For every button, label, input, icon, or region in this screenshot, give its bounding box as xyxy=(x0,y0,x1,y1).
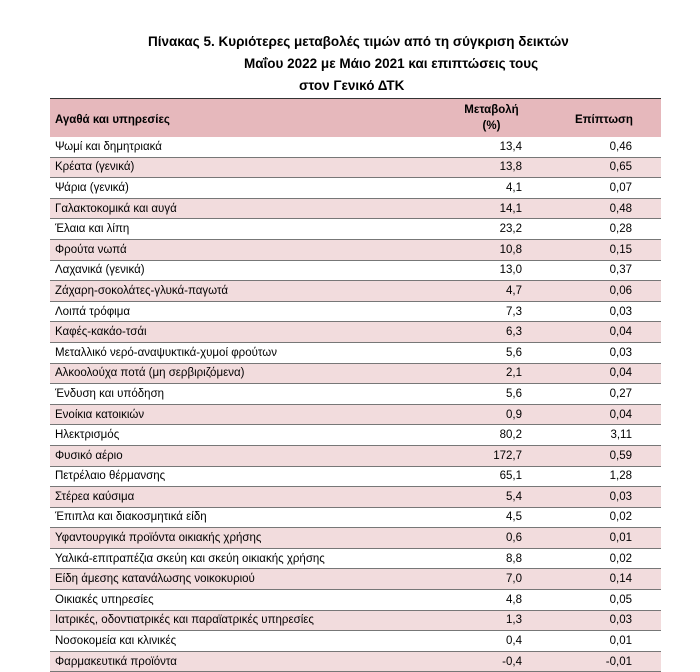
header-change-line1: Μεταβολή xyxy=(464,103,519,116)
row-change: 0,9 xyxy=(506,408,522,421)
row-change: 7,0 xyxy=(506,573,522,586)
table-row xyxy=(50,137,661,158)
table-row xyxy=(50,363,661,384)
row-impact: 0,02 xyxy=(609,552,632,565)
title-line-2: Μαΐου 2022 με Μάιο 2021 και επιπτώσεις τους xyxy=(244,56,539,71)
table-row xyxy=(50,548,661,569)
row-name: Κρέατα (γενικά) xyxy=(55,161,135,174)
table-row xyxy=(50,507,661,528)
row-impact: 0,28 xyxy=(609,223,632,236)
row-name: Ιατρικές, οδοντιατρικές και παραϊατρικές υπηρεσίες xyxy=(55,614,314,627)
row-impact: -0,01 xyxy=(605,655,632,668)
row-impact: 0,15 xyxy=(609,243,632,256)
table-row xyxy=(50,260,661,281)
row-impact: 0,06 xyxy=(609,284,632,297)
row-name: Υφαντουργικά προϊόντα οικιακής χρήσης xyxy=(55,532,262,545)
table-row xyxy=(50,178,661,199)
title-line-1: Πίνακας 5. Κυριότερες μεταβολές τιμών από τη σύγκριση δεικτών xyxy=(148,34,569,49)
price-changes-table xyxy=(50,98,661,672)
table-row xyxy=(50,425,661,446)
row-impact: 0,07 xyxy=(609,181,632,194)
table-row xyxy=(50,384,661,405)
price-changes-table-container xyxy=(50,98,661,672)
table-row xyxy=(50,651,661,672)
table-row xyxy=(50,569,661,590)
title-line-3: στον Γενικό ΔΤΚ xyxy=(299,78,405,93)
row-name: Στέρεα καύσιμα xyxy=(55,490,135,503)
table-row xyxy=(50,281,661,302)
table-row xyxy=(50,590,661,611)
row-change: 14,1 xyxy=(499,202,522,215)
row-impact: 0,65 xyxy=(609,161,632,174)
row-change: 8,8 xyxy=(506,552,522,565)
row-name: Ηλεκτρισμός xyxy=(55,429,120,442)
row-name: Είδη άμεσης κατανάλωσης νοικοκυριού xyxy=(55,573,255,586)
row-name: Πετρέλαιο θέρμανσης xyxy=(55,470,166,483)
row-name: Ζάχαρη-σοκολάτες-γλυκά-παγωτά xyxy=(55,284,228,297)
row-impact: 0,03 xyxy=(609,490,632,503)
row-change: 10,8 xyxy=(499,243,522,256)
row-impact: 0,03 xyxy=(609,305,632,318)
row-change: 4,1 xyxy=(506,181,522,194)
row-name: Φυσικό αέριο xyxy=(55,449,123,462)
row-impact: 0,02 xyxy=(609,511,632,524)
row-name: Έλαια και λίπη xyxy=(55,223,130,236)
row-change: 7,3 xyxy=(506,305,522,318)
row-change: 4,7 xyxy=(506,284,522,297)
table-row xyxy=(50,322,661,343)
table-row xyxy=(50,219,661,240)
row-name: Φαρμακευτικά προϊόντα xyxy=(55,655,177,668)
row-name: Ψάρια (γενικά) xyxy=(55,181,129,194)
table-row xyxy=(50,239,661,260)
table-row xyxy=(50,466,661,487)
header-change xyxy=(436,99,547,137)
row-name: Φρούτα νωπά xyxy=(55,243,127,256)
row-change: 0,6 xyxy=(506,532,522,545)
row-change: 4,8 xyxy=(506,593,522,606)
row-name: Μεταλλικό νερό-αναψυκτικά-χυμοί φρούτων xyxy=(55,346,277,359)
table-row xyxy=(50,487,661,508)
row-impact: 0,48 xyxy=(609,202,632,215)
header-impact: Επίπτωση xyxy=(575,113,633,126)
row-impact: 0,04 xyxy=(609,408,632,421)
table-row xyxy=(50,198,661,219)
row-name: Νοσοκομεία και κλινικές xyxy=(55,635,177,648)
row-change: 80,2 xyxy=(499,429,522,442)
row-impact: 0,04 xyxy=(609,326,632,339)
row-change: 13,8 xyxy=(499,161,522,174)
row-name: Ένδυση και υπόδηση xyxy=(55,387,165,400)
row-change: 2,1 xyxy=(506,367,522,380)
row-change: 13,4 xyxy=(499,140,522,153)
row-name: Οικιακές υπηρεσίες xyxy=(55,593,154,606)
row-name: Ενοίκια κατοικιών xyxy=(55,408,145,421)
row-name: Λαχανικά (γενικά) xyxy=(55,264,145,277)
row-impact: 0,37 xyxy=(609,264,632,277)
table-row xyxy=(50,301,661,322)
row-name: Καφές-κακάο-τσάι xyxy=(55,326,147,339)
row-name: Ψωμί και δημητριακά xyxy=(55,140,162,153)
row-change: -0,4 xyxy=(502,655,522,668)
row-impact: 3,11 xyxy=(610,429,632,442)
row-impact: 0,14 xyxy=(609,573,632,586)
table-row xyxy=(50,157,661,178)
row-impact: 0,01 xyxy=(609,532,632,545)
table-body xyxy=(50,137,661,672)
row-change: 23,2 xyxy=(499,223,522,236)
row-change: 13,0 xyxy=(499,264,522,277)
row-impact: 0,01 xyxy=(609,635,632,648)
row-impact: 0,05 xyxy=(609,593,632,606)
row-change: 5,4 xyxy=(506,490,522,503)
table-row xyxy=(50,404,661,425)
table-row xyxy=(50,528,661,549)
row-impact: 0,27 xyxy=(609,387,632,400)
row-change: 172,7 xyxy=(493,449,522,462)
row-change: 5,6 xyxy=(506,346,522,359)
header-goods: Αγαθά και υπηρεσίες xyxy=(55,113,170,126)
table-row xyxy=(50,342,661,363)
header-change-line2: (%) xyxy=(482,119,501,132)
table-header-row xyxy=(50,99,661,137)
row-change: 65,1 xyxy=(499,470,522,483)
row-impact: 0,04 xyxy=(609,367,632,380)
table-row xyxy=(50,631,661,652)
row-change: 6,3 xyxy=(506,326,522,339)
row-name: Αλκοολούχα ποτά (μη σερβιριζόμενα) xyxy=(55,367,245,380)
row-impact: 0,59 xyxy=(609,449,632,462)
row-change: 0,4 xyxy=(506,635,522,648)
table-row xyxy=(50,445,661,466)
row-change: 1,3 xyxy=(506,614,522,627)
row-impact: 0,03 xyxy=(609,614,632,627)
row-name: Έπιπλα και διακοσμητικά είδη xyxy=(55,511,207,524)
row-impact: 0,46 xyxy=(609,140,632,153)
row-impact: 1,28 xyxy=(609,470,632,483)
row-name: Γαλακτοκομικά και αυγά xyxy=(55,202,177,215)
row-name: Υαλικά-επιτραπέζια σκεύη και σκεύη οικιακής χρήσης xyxy=(55,552,325,565)
row-impact: 0,03 xyxy=(609,346,632,359)
row-name: Λοιπά τρόφιμα xyxy=(55,305,131,318)
row-change: 4,5 xyxy=(506,511,522,524)
row-change: 5,6 xyxy=(506,387,522,400)
table-row xyxy=(50,610,661,631)
